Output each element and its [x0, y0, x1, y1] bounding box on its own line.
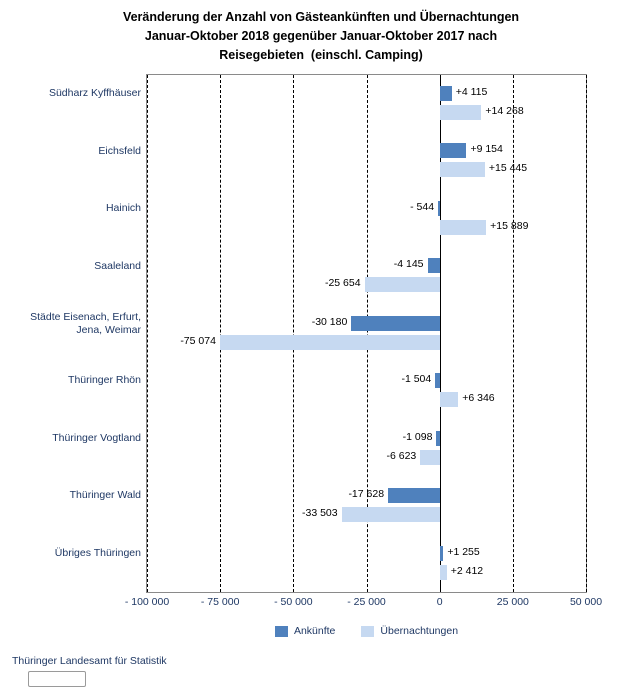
x-tick-label: - 25 000 — [347, 596, 386, 608]
bar-group — [147, 362, 586, 419]
bar-value-label: +2 412 — [450, 564, 484, 577]
bar-ank — [388, 488, 440, 503]
bar-value-label: -33 503 — [301, 507, 338, 520]
bar-value-label: +4 115 — [455, 86, 488, 98]
footer-logo-box — [28, 671, 86, 687]
bar-ank — [438, 201, 440, 216]
gridline — [586, 75, 587, 592]
bar-value-label: -25 654 — [324, 277, 361, 290]
chart-title-line-3: Reisegebieten (einschl. Camping) — [219, 48, 423, 62]
chart-legend — [146, 623, 587, 639]
bar-value-label: +15 445 — [488, 162, 528, 175]
bar-ueb — [440, 220, 487, 235]
bar-value-label: -75 074 — [180, 334, 216, 347]
bar-ueb — [440, 162, 485, 177]
bar-group — [147, 247, 586, 304]
bar-ueb — [420, 450, 439, 465]
bar-group — [147, 190, 586, 247]
bar-value-label: -17 628 — [348, 488, 385, 501]
bar-ueb — [220, 335, 440, 350]
bar-ueb — [440, 392, 459, 407]
x-tick-label: 50 000 — [569, 596, 603, 608]
bar-value-label: +15 889 — [490, 219, 529, 232]
legend-swatch — [361, 626, 374, 637]
bar-ank — [435, 373, 439, 388]
legend-label: Ankünfte — [293, 625, 336, 637]
bar-value-label: +1 255 — [447, 545, 480, 558]
bar-group — [147, 75, 586, 132]
value-axis-labels — [124, 596, 603, 612]
bar-value-label: +14 268 — [485, 105, 524, 117]
bar-ueb — [342, 507, 440, 522]
bar-ank — [436, 431, 439, 446]
category-label: Hainich — [105, 202, 141, 215]
legend-item[interactable] — [275, 625, 335, 637]
chart-title-line-2: Januar-Oktober 2018 gegenüber Januar-Oktober 2017 nach — [144, 29, 498, 43]
category-label: Thüringer Vogtland — [52, 431, 141, 444]
source-note: Thüringer Landesamt für Statistik — [12, 655, 167, 667]
chart-title-line-1: Veränderung der Anzahl von Gästeankünften und Übernachtungen — [122, 10, 520, 24]
x-tick-label: - 100 000 — [124, 596, 170, 608]
x-tick-label: 25 000 — [496, 596, 529, 608]
category-axis-labels — [0, 74, 141, 593]
legend-swatch — [275, 626, 288, 637]
bar-ank — [440, 546, 444, 561]
category-label: Eichsfeld — [98, 144, 141, 157]
bar-group — [147, 132, 586, 189]
bar-ank — [440, 143, 467, 158]
bar-value-label: +9 154 — [470, 143, 503, 156]
category-label: Thüringer Wald — [69, 489, 141, 502]
bar-ueb — [440, 565, 447, 580]
x-tick-label: - 75 000 — [200, 596, 240, 608]
bar-ank — [428, 258, 440, 273]
bar-ueb — [365, 277, 440, 292]
bar-group — [147, 420, 586, 477]
legend-item[interactable] — [361, 625, 458, 637]
bar-ank — [351, 316, 439, 331]
bar-value-label: -1 098 — [402, 430, 433, 443]
bar-ank — [440, 86, 452, 101]
bar-value-label: -30 180 — [311, 315, 348, 328]
legend-label: Übernachtungen — [380, 625, 459, 637]
bar-value-label: - 544 — [410, 200, 435, 213]
bar-ueb — [440, 105, 482, 120]
chart-title — [0, 8, 642, 65]
bar-value-label: +6 346 — [462, 392, 495, 405]
bar-group — [147, 477, 586, 534]
category-label: Saaleland — [94, 259, 141, 272]
bar-group — [147, 305, 586, 362]
x-tick-label: 0 — [436, 596, 443, 608]
x-tick-label: - 50 000 — [274, 596, 313, 608]
bar-value-label: -6 623 — [386, 449, 417, 462]
bar-value-label: -4 145 — [393, 258, 424, 271]
category-label: Übriges Thüringen — [54, 546, 141, 559]
category-label: Thüringer Rhön — [68, 374, 141, 387]
bar-group — [147, 535, 586, 592]
bar-value-label: -1 504 — [401, 373, 432, 386]
plot-area — [146, 74, 587, 593]
category-label: Südharz Kyffhäuser — [48, 87, 141, 100]
category-label: Städte Eisenach, Erfurt, Jena, Weimar — [30, 310, 141, 336]
